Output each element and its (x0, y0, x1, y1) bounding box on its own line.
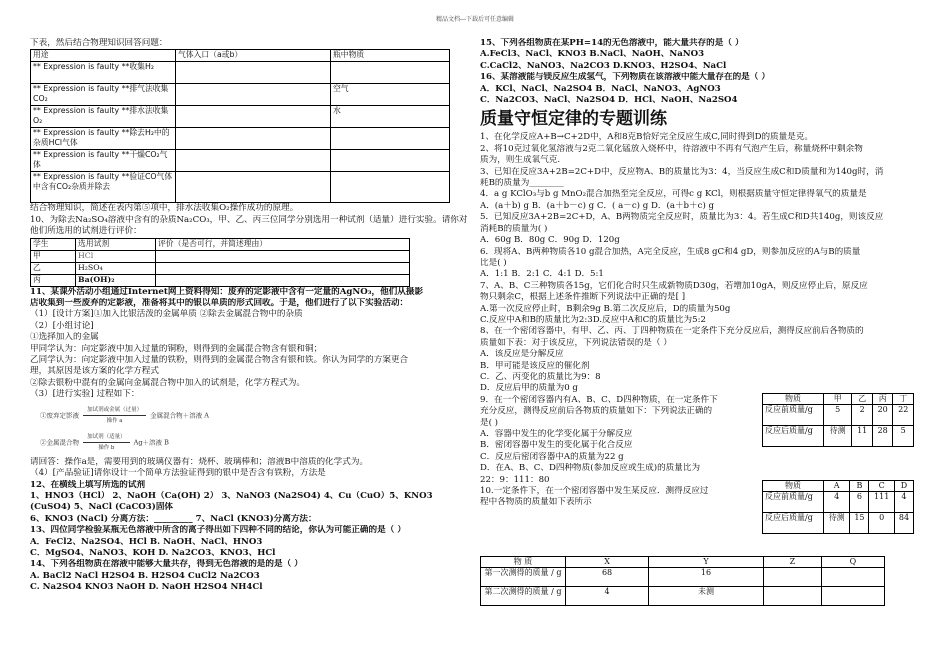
table-cell: 22 (893, 405, 914, 426)
reagent-table-header: 选用试剂 (76, 238, 156, 250)
text-line: 16、某溶液能与镁反应生成氢气，下列物质在该溶液中能大量存在的是（ ） (480, 72, 770, 83)
table-cell (821, 587, 884, 606)
table-header: 物质 (763, 481, 824, 492)
table-cell (331, 128, 450, 150)
text-line: 5．已知反应3A+2B=2C+D，A、B两物质完全反应时，质量比为3：4。若生成C和D共140g，则该反应 (480, 212, 884, 223)
text-line: ①选择加入的金属 (30, 332, 99, 343)
table-row (481, 587, 885, 606)
gas-table-header: 气体入口（a或b） (176, 50, 331, 62)
gas-table-header: 用途 (31, 50, 176, 62)
text-line: 请回答：操作a是，需要用到的玻璃仪器有：烧杯、玻璃棒和；溶液B中溶质的化学式为。 (30, 456, 369, 467)
table-cell (331, 62, 450, 84)
text-line: A．KCl、NaCl、Na2SO4 B．NaCl、NaNO3、AgNO3 (480, 83, 721, 94)
text-line: C．反应后密闭容器中A的质量为22 g (480, 451, 624, 462)
text-line: 店收集到一些废弃的定影液，准备将其中的银以单质的形式回收。于是，他们进行了以下实验活动： (30, 298, 409, 309)
table-cell: Ba(OH)₂ (76, 274, 156, 286)
text-line: 11、某课外活动小组通过Internet网上资料得知：废弃的定影液中含有一定量的AgNO₃，他们从摄影 (30, 286, 424, 297)
text-line: D．在A、B、C、D四种物质(参加反应或生成)的质量比为 (480, 463, 701, 474)
table-cell: 84 (894, 513, 913, 534)
text-line: A．1:1 B．2:1 C．4:1 D．5:1 (480, 269, 604, 280)
table-cell: 20 (872, 405, 893, 426)
text-line: B．甲可能是该反应的催化剂 (480, 360, 590, 371)
text-line: 甲同学认为：向定影液中加入过量的铜粉，则得到的金属混合物含有银和铜； (30, 343, 323, 354)
table-row (31, 262, 410, 274)
table-cell: 6 (850, 492, 869, 513)
text-line: 10.一定条件下，在一个密闭容器中发生某反应．测得反应过 (480, 486, 709, 497)
table-cell: 68 (566, 568, 649, 587)
text-line: C．乙、丙变化的质量比为9：8 (480, 371, 601, 382)
text-line: （1）[设计方案]①加入比银活泼的金属单质 ②除去金属混合物中的杂质 (30, 309, 303, 320)
table-cell: 反应后质量/g (763, 426, 824, 447)
text-line: 是( ) (480, 417, 499, 428)
table-cell (176, 172, 331, 203)
table-q8 (762, 393, 914, 447)
table-cell: 乙 (31, 262, 76, 274)
table-cell: 甲 (31, 250, 76, 262)
text-line: 13、四位同学检验某瓶无色溶液中所含的离子得出如下四种不同的结论，你认为可能正确的是（ ） (30, 525, 406, 536)
text-line: 12、在横线上填写所选的试剂 (30, 479, 146, 490)
flow-arrow-sub: 操作 a (106, 417, 123, 424)
table-row (31, 128, 450, 150)
table-cell (763, 568, 821, 587)
table-cell (331, 172, 450, 203)
table-cell: ** Expression is faulty **验证CO气体中含有CO₂杂质并除去 (31, 172, 176, 203)
table-cell: 第二次测得的质量 / g (481, 587, 566, 606)
table-cell: 16 (649, 568, 764, 587)
text-line: 程中各物质的质量如下表所示 (480, 497, 592, 508)
table-cell: 反应前质量/g (763, 405, 824, 426)
text-line: （2）[小组讨论] (30, 320, 94, 331)
text-line: A.FeCl3、NaCl、KNO3 B.NaCl、NaOH、NaNO3 (480, 49, 705, 60)
table-header: A (824, 481, 850, 492)
text-line: B．密闭容器中发生的变化属于化合反应 (480, 440, 633, 451)
reagent-table (30, 238, 410, 287)
table-row (31, 150, 450, 172)
table-cell: ** Expression is faulty **收集H₂ (31, 62, 176, 84)
table-cell: ** Expression is faulty **干燥CO₂气体 (31, 150, 176, 172)
reagent-table-header: 评价（是否可行，并简述理由） (156, 238, 410, 250)
text-line: A.第一次反应停止时，B剩余9g B.第二次反应后，D的质量为50g (480, 303, 731, 314)
table-cell (176, 106, 331, 128)
gas-table-header: 瓶中物质 (331, 50, 450, 62)
table-cell: 待测 (824, 426, 852, 447)
page-header: 精品文档---下载后可任意编辑 (435, 16, 515, 23)
table-cell (331, 150, 450, 172)
text-line: C.反应中A和B的质量比为2:3D.反应中A和C的质量比为5:2 (480, 314, 706, 325)
table-cell: 11 (852, 426, 873, 447)
table-header: D (894, 481, 913, 492)
flow-start: ②金属混合物 (40, 438, 79, 447)
flow-arrow-label: 加试剂（适量） (83, 433, 130, 443)
text-line: 消耗B的质量为( ) (480, 223, 548, 234)
table-cell: 第一次测得的质量 / g (481, 568, 566, 587)
table-cell (156, 262, 410, 274)
text-line: 物只剩余C，根据上述条件推断下列说法中正确的是[ ] (480, 292, 686, 303)
text-line: 比是( ) (480, 257, 507, 268)
section-title: 质量守恒定律的专题训练 (480, 109, 667, 130)
text-line: （4）[产品验证]请你设计一个简单方法验证得到的银中是否含有铁粉，方法是 (30, 468, 326, 479)
table-cell (821, 568, 884, 587)
flow-diagram-1 (40, 405, 470, 426)
table-cell: 水 (331, 106, 450, 128)
table-row (31, 172, 450, 203)
text-line: 6、KNO3 (NaCl) 分离方法：_________ 7、NaCl (KNO3)分离方法： (30, 513, 317, 524)
table-row (31, 250, 410, 262)
table-cell (156, 274, 410, 286)
table-cell: 0 (869, 513, 894, 534)
text-line: 1、HNO3（HCl） 2、NaOH（Ca(OH) 2） 3、NaNO3 (Na2SO4) 4、Cu（CuO）5、KNO3 (30, 490, 433, 501)
text-line: C. Na2SO4 KNO3 NaOH D. NaOH H2SO4 NH4Cl (30, 582, 263, 593)
text-line: 7、A、B、C三种物质各15g，它们化合时只生成新物质D30g，若增加10gA，则反应停止后，原反应 (480, 280, 868, 291)
text-line: 4．a g KClO₃与b g MnO₂混合加热至完全反应，可得c g KCl，则根据质量守恒定律得氧气的质量是 (480, 189, 867, 200)
table-header: Y (649, 557, 764, 568)
text-line: A．60g B．80g C．90g D．120g (480, 235, 620, 246)
text-line: C．MgSO4、NaNO3、KOH D. Na2CO3、KNO3、HCl (30, 547, 276, 558)
table-header: C (869, 481, 894, 492)
questions-15-16 (480, 38, 920, 106)
questions-11-to-14 (30, 457, 470, 594)
flow-arrow-label: 加试剂或金属（过量） (83, 406, 146, 416)
table-cell: 15 (850, 513, 869, 534)
table-header: 物质 (763, 394, 824, 405)
table-row (763, 426, 914, 447)
table-cell: 反应后质量/g (763, 513, 824, 534)
table-cell: 反应前质量/g (763, 492, 824, 513)
table-cell: ** Expression is faulty **排气法收集CO₂ (31, 84, 176, 106)
table-cell: 丙 (31, 274, 76, 286)
table-cell: 2 (852, 405, 873, 426)
table-header: Z (763, 557, 821, 568)
text-line: 乙同学认为：向定影液中加入过量的铁粉，则得到的金属混合物含有银和铁。你认为同学的方案更合 (30, 355, 409, 366)
table-cell (763, 587, 821, 606)
flow-end: Ag＋溶液 B (133, 438, 169, 447)
text-line: A．FeCl2、Na2SO4、HCl B. NaOH、NaCl、HNO3 (30, 536, 263, 547)
table-header: 物 质 (481, 557, 566, 568)
intro-text: 下表，然后结合物理知识回答问题： (30, 38, 168, 48)
text-line: C．Na2CO3、NaCl、Na2SO4 D．HCl、NaOH、Na2SO4 (480, 95, 738, 106)
table-cell (176, 62, 331, 84)
flow-arrow-sub: 操作 b (98, 444, 115, 451)
table-header: 丙 (872, 394, 893, 405)
table-cell: 5 (893, 426, 914, 447)
text-line: 14、下列各组物质在溶液中能够大量共存，得到无色溶液的是的是（ ） (30, 559, 303, 570)
text-line: 耗B的质量为________ (480, 178, 564, 189)
table-header: X (566, 557, 649, 568)
flow-diagram-2 (40, 432, 470, 453)
table-header: 甲 (824, 394, 852, 405)
text-line: C.CaCl2、NaNO3、Na2CO3 D.KNO3、H2SO4、NaCl (480, 60, 727, 71)
table-row (31, 62, 450, 84)
right-column (480, 38, 920, 668)
table-row (763, 405, 914, 426)
table-cell: 未测 (649, 587, 764, 606)
table-cell: 111 (869, 492, 894, 513)
table-header: 丁 (893, 394, 914, 405)
table-q9 (762, 480, 914, 534)
text-line: A．容器中发生的化学变化属于分解反应 (480, 429, 633, 439)
table-header: B (850, 481, 869, 492)
text-line: 22：9：111：80 (480, 474, 550, 485)
table-cell (176, 128, 331, 150)
table-cell: ** Expression is faulty **排水法收集O₂ (31, 106, 176, 128)
mass-conservation-questions (480, 132, 920, 508)
text-line: （3）[进行实验] 过程如下： (30, 389, 140, 400)
text-line: D．反应后甲的质量为0 g (480, 383, 578, 394)
table-cell: 待测 (824, 513, 850, 534)
table-cell (176, 84, 331, 106)
reagent-table-header: 学生 (31, 238, 76, 250)
table-cell: ** Expression is faulty **除去H₂中的杂质HCl气体 (31, 128, 176, 150)
table-row (763, 492, 914, 513)
question-11 (30, 287, 470, 401)
table-row (31, 274, 410, 286)
text-line: 质量如下表：对于该反应，下列说法错误的是（ ） (480, 337, 672, 348)
table-row (31, 84, 450, 106)
text-line: 2、将10克过氧化氢溶液与2克二氧化锰放入烧杯中，待溶液中不再有气泡产生后，称量烧杯中剩余物 (480, 143, 863, 154)
table-cell: 28 (872, 426, 893, 447)
table-cell: HCl (76, 250, 156, 262)
table-cell: 4 (566, 587, 649, 606)
table-row (763, 513, 914, 534)
table-cell: 5 (824, 405, 852, 426)
after-table-text: 结合物理知识，简述在表内第⑤项中，排水法收集O₂操作成功的原理。 (30, 203, 299, 214)
text-line: 1、在化学反应A+B→C+2D中，A和8克B恰好完全反应生成C,同时得到D的质量是克。 (480, 132, 814, 143)
table-cell: H₂SO₄ (76, 262, 156, 274)
table-q10 (480, 556, 885, 606)
text-line: (CuSO4) 5、NaCl (CaCO3)固体 (30, 502, 174, 513)
text-line: 9．在一个密闭容器内有A、B、C、D四种物质，在一定条件下 (480, 394, 718, 405)
text-line: 8、在一个密闭容器中，有甲、乙、丙、丁四种物质在一定条件下充分反应后，测得反应前后各物质的 (480, 326, 864, 337)
text-line: 3、已知在反应3A+2B=2C+D中，反应物A、B的质量比为3：4，当反应生成C和D质量和为140g时，消 (480, 166, 884, 177)
table-cell: 4 (824, 492, 850, 513)
text-line: A．该反应是分解反应 (480, 349, 564, 360)
table-row (31, 106, 450, 128)
text-line: A. BaCl2 NaCl H2SO4 B. H2SO4 CuCl2 Na2CO3 (30, 570, 260, 581)
table-row (481, 568, 885, 587)
gas-table (30, 49, 450, 203)
left-column (30, 38, 470, 668)
flow-end: 金属混合物＋溶液 A (150, 411, 209, 420)
text-line: A．(a＋b) g B．(a＋b－c) g C．( a－c) g D．(a＋b＋c) g (480, 200, 715, 211)
text-line: ②除去银粉中混有的金属向金属混合物中加入的试剂是，化学方程式为。 (30, 377, 306, 388)
table-cell: 4 (894, 492, 913, 513)
flow-start: ①废弃定影液 (40, 411, 79, 420)
table-cell (176, 150, 331, 172)
text-line: 6．现将A、B两种物质各10 g混合加热，A完全反应，生成8 gC和4 gD，则参加反应的A与B的质量 (480, 246, 861, 257)
table-cell (156, 250, 410, 262)
text-line: 理，其原因是该方案的化学方程式 (30, 366, 159, 377)
text-line: 充分反应，测得反应前后各物质的质量如下：下列说法正确的 (480, 406, 713, 417)
table-header: Q (821, 557, 884, 568)
question-10: 10、为除去Na₂SO₄溶液中含有的杂质Na₂CO₃，甲、乙、丙三位同学分别选用一种试剂（适量）进行实验。请你对他们所选用的试剂进行评价： (30, 214, 468, 237)
table-header: 乙 (852, 394, 873, 405)
table-cell: 空气 (331, 84, 450, 106)
text-line: 15、下列各组物质在某PH=14的无色溶液中，能大量共存的是（ ） (480, 38, 744, 48)
text-line: 质为，则生成氧气克. (480, 155, 561, 166)
